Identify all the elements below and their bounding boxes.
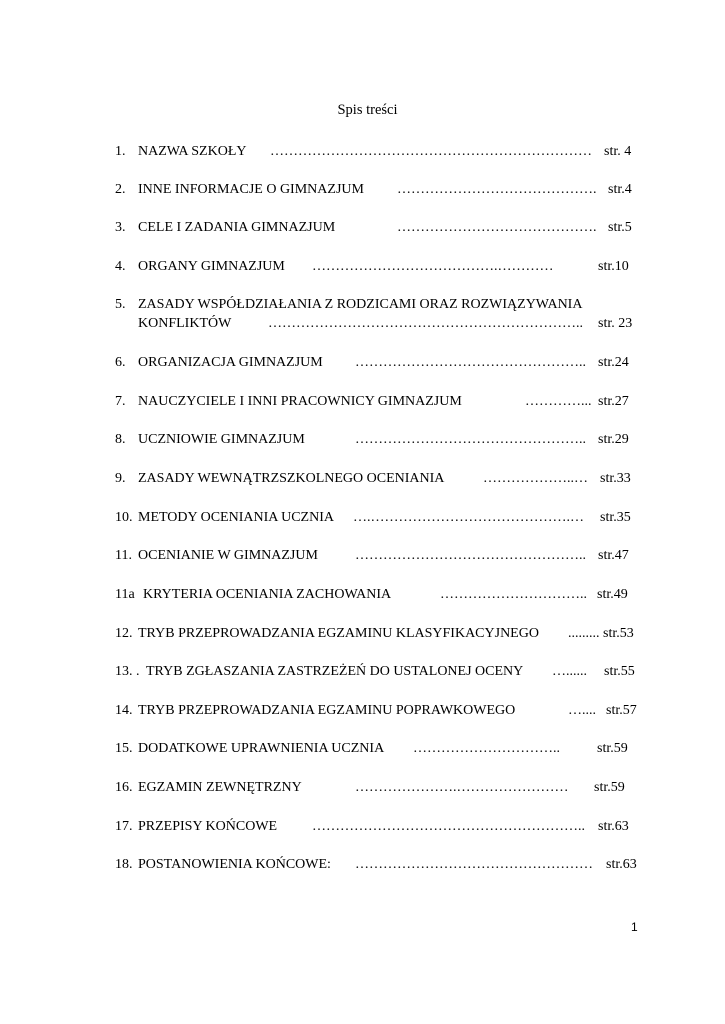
toc-leader: ….... <box>568 703 596 718</box>
toc-page: str.4 <box>608 182 632 197</box>
toc-entry <box>115 393 629 410</box>
page-number: 1 <box>631 920 638 934</box>
toc-number: 11a <box>115 587 135 602</box>
toc-leader: ………………………….. <box>440 587 587 602</box>
toc-leader: ….…………………………………….… <box>353 510 584 525</box>
toc-page: str.10 <box>598 259 629 274</box>
toc-label: POSTANOWIENIA KOŃCOWE: <box>138 857 331 872</box>
toc-leader: ......... <box>568 626 600 641</box>
toc-label: KONFLIKTÓW <box>138 316 232 331</box>
toc-page: str.63 <box>598 819 629 834</box>
toc-entry <box>115 219 632 236</box>
toc-label: TRYB ZGŁASZANIA ZASTRZEŻEŃ DO USTALONEJ OCENY <box>146 664 524 679</box>
toc-leader: ………………………………………….. <box>355 355 586 370</box>
toc-leader: ………………………………………….. <box>355 548 586 563</box>
toc-number: 12. <box>115 626 133 641</box>
toc-label: METODY OCENIANIA UCZNIA <box>138 510 334 525</box>
toc-page: str.59 <box>597 741 628 756</box>
toc-number: 1. <box>115 144 126 159</box>
toc-number: 13. . <box>115 664 140 679</box>
toc-number: 11. <box>115 548 132 563</box>
toc-page: str.49 <box>597 587 628 602</box>
toc-leader: …………………………………………… <box>355 857 593 872</box>
toc-number: 10. <box>115 510 133 525</box>
toc-label: OCENIANIE W GIMNAZJUM <box>138 548 318 563</box>
toc-label: TRYB PRZEPROWADZANIA EGZAMINU KLASYFIKACYJNEGO <box>138 626 539 641</box>
toc-number: 8. <box>115 432 126 447</box>
toc-leader: ……………………………………. <box>397 182 597 197</box>
toc-label: PRZEPISY KOŃCOWE <box>138 819 278 834</box>
toc-page: str.55 <box>604 664 635 679</box>
toc-label: NAUCZYCIELE I INNI PRACOWNICY GIMNAZJUM <box>138 394 462 409</box>
toc-page: str.57 <box>606 703 637 718</box>
toc-entry <box>115 431 629 448</box>
toc-number: 14. <box>115 703 133 718</box>
toc-number: 9. <box>115 471 126 486</box>
toc-number: 15. <box>115 741 133 756</box>
toc-leader: …………... <box>525 394 592 409</box>
toc-page: str.59 <box>594 780 625 795</box>
toc-number: 17. <box>115 819 133 834</box>
toc-label: TRYB PRZEPROWADZANIA EGZAMINU POPRAWKOWEGO <box>138 703 516 718</box>
toc-entry <box>115 586 628 603</box>
toc-label: ZASADY WSPÓŁDZIAŁANIA Z RODZICAMI ORAZ ROZWIĄZYWANIA <box>138 297 583 312</box>
toc-number: 4. <box>115 259 126 274</box>
toc-leader: …...... <box>552 664 587 679</box>
toc-page: str.63 <box>606 857 637 872</box>
toc-entry <box>115 181 632 198</box>
toc-entry <box>115 258 629 275</box>
toc-entry <box>115 509 631 526</box>
toc-leader: ………………………………………………….. <box>312 819 585 834</box>
toc-page: str. 23 <box>598 316 633 331</box>
toc-leader: ………………..… <box>483 471 588 486</box>
toc-leader: …………………………………………………………… <box>270 144 592 159</box>
toc-number: 7. <box>115 394 126 409</box>
toc-entry <box>115 702 637 719</box>
toc-label: KRYTERIA OCENIANIA ZACHOWANIA <box>143 587 392 602</box>
toc-leader: ………………………………….………… <box>312 259 554 274</box>
toc-number: 2. <box>115 182 126 197</box>
toc-page: str. 4 <box>604 144 632 159</box>
toc-page: str.27 <box>598 394 629 409</box>
toc-entry <box>115 663 635 680</box>
toc-leader: ………………………….. <box>413 741 560 756</box>
toc-leader: ………………….…………………… <box>355 780 569 795</box>
page-title: Spis treści <box>337 102 398 118</box>
toc-entry <box>115 625 634 642</box>
toc-entry <box>115 143 632 160</box>
toc-page: str.33 <box>600 471 631 486</box>
toc-entry <box>115 547 629 564</box>
toc-page: str.5 <box>608 220 632 235</box>
toc-number: 3. <box>115 220 126 235</box>
toc-page: str.53 <box>603 626 634 641</box>
toc-leader: ……………………………………. <box>397 220 597 235</box>
toc-label: NAZWA SZKOŁY <box>138 144 247 159</box>
toc-label: UCZNIOWIE GIMNAZJUM <box>138 432 305 447</box>
toc-page: str.29 <box>598 432 629 447</box>
toc-entry-continuation <box>138 315 633 332</box>
toc-entry <box>115 856 637 873</box>
toc-leader: ………………………………………………………….. <box>268 316 583 331</box>
toc-number: 5. <box>115 297 126 312</box>
toc-entry <box>115 740 628 757</box>
toc-number: 18. <box>115 857 133 872</box>
toc-label: ORGANY GIMNAZJUM <box>138 259 285 274</box>
toc-entry <box>115 296 583 313</box>
toc-page: str.24 <box>598 355 629 370</box>
toc-page: str.35 <box>600 510 631 525</box>
toc-label: CELE I ZADANIA GIMNAZJUM <box>138 220 336 235</box>
toc-entry <box>115 470 631 487</box>
toc-entry <box>115 354 629 371</box>
toc-entry <box>115 779 625 796</box>
toc-entry <box>115 818 629 835</box>
toc-label: INNE INFORMACJE O GIMNAZJUM <box>138 182 364 197</box>
toc-number: 16. <box>115 780 133 795</box>
toc-number: 6. <box>115 355 126 370</box>
toc-label: EGZAMIN ZEWNĘTRZNY <box>138 780 302 795</box>
toc-leader: ………………………………………….. <box>355 432 586 447</box>
toc-page: str.47 <box>598 548 629 563</box>
toc-label: ZASADY WEWNĄTRZSZKOLNEGO OCENIANIA <box>138 471 445 486</box>
toc-label: ORGANIZACJA GIMNAZJUM <box>138 355 323 370</box>
toc-label: DODATKOWE UPRAWNIENIA UCZNIA <box>138 741 385 756</box>
